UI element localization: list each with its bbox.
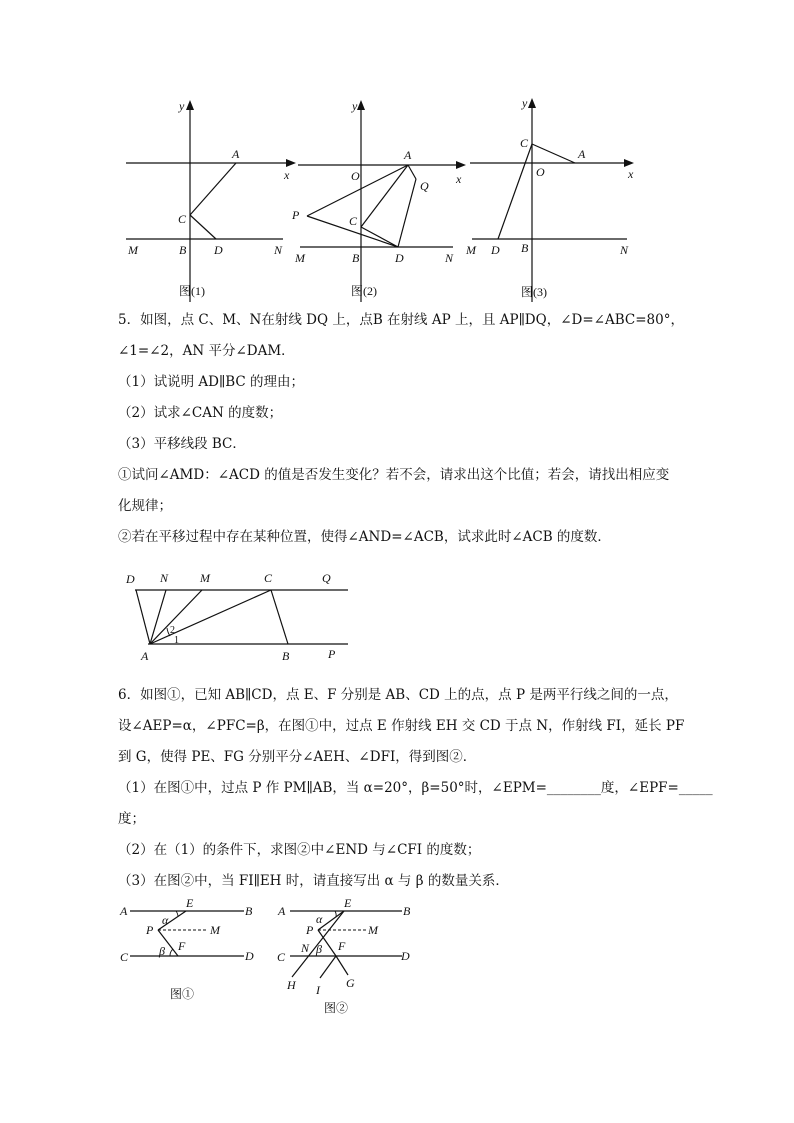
- label: β: [316, 942, 322, 956]
- label: C: [349, 214, 358, 228]
- q4-figure-2: [288, 92, 468, 307]
- q4-figure-3: [462, 92, 642, 307]
- q6-stem-line-2: 设∠AEP=α，∠PFC=β，在图①中，过点 E 作射线 EH 交 CD 于点 N，作射线 FI，延长 PF: [118, 718, 685, 734]
- label: F: [178, 939, 186, 953]
- q5-stem-line-1: 5．如图，点 C、M、N在射线 DQ 上，点B 在射线 AP 上，且 AP∥DQ，∠D=∠ABC=80°，: [118, 312, 684, 328]
- label: N: [160, 571, 169, 585]
- q6-stem-line-3: 到 G，使得 PE、FG 分别平分∠AEH、∠DFI，得到图②．: [118, 749, 477, 765]
- label: M: [210, 923, 220, 937]
- label: x: [456, 172, 462, 186]
- label: A: [404, 148, 412, 162]
- label: G: [346, 976, 355, 990]
- label: M: [466, 243, 476, 257]
- label: C: [264, 571, 273, 585]
- label: M: [368, 923, 378, 937]
- label: D: [401, 949, 410, 963]
- label: N: [274, 243, 283, 257]
- q5-sub-3a-line-1: ①试问∠AMD：∠ACD 的值是否发生变化？若不会，请求出这个比值；若会，请找出相应变: [118, 467, 670, 483]
- q6-figure-1: [116, 896, 266, 1006]
- q6-sub-1-line-2: 度；: [118, 811, 145, 827]
- label: P: [292, 208, 300, 222]
- label: N: [620, 243, 629, 257]
- label: y: [179, 99, 185, 113]
- label: A: [278, 904, 286, 918]
- label: E: [344, 896, 352, 910]
- figure-caption: 图(1): [179, 284, 205, 298]
- q5-sub-3: （3）平移线段 BC．: [118, 436, 246, 452]
- label: E: [186, 896, 194, 910]
- label: α: [316, 912, 323, 926]
- label: A: [232, 147, 240, 161]
- label: B: [403, 904, 411, 918]
- q6-sub-1-line-1: （1）在图①中，过点 P 作 PM∥AB，当 α=20°，β=50°时，∠EPM=________度，∠EPF=_____: [118, 780, 713, 796]
- label: A: [141, 649, 149, 663]
- label: O: [351, 169, 360, 183]
- label: B: [245, 904, 253, 918]
- label: D: [395, 251, 404, 265]
- label: Q: [420, 179, 429, 193]
- q5-sub-2: （2）试求∠CAN 的度数；: [118, 405, 283, 421]
- label: D: [245, 949, 254, 963]
- label: B: [282, 649, 290, 663]
- label: C: [520, 136, 529, 150]
- label: x: [628, 167, 634, 181]
- q5-sub-3a-line-2: 化规律；: [118, 498, 172, 514]
- q6-figure-2: [274, 896, 424, 1021]
- q5-sub-1: （1）试说明 AD∥BC 的理由；: [118, 374, 304, 390]
- label: A: [578, 147, 586, 161]
- q6-stem-line-1: 6．如图①，已知 AB∥CD，点 E、F 分别是 AB、CD 上的点，点 P 是两平行线之间的一点，: [118, 687, 678, 703]
- label: M: [295, 251, 305, 265]
- label: B: [521, 241, 529, 255]
- q5-figure: [118, 566, 358, 666]
- label: β: [159, 944, 165, 958]
- angle-label: 1: [174, 635, 179, 646]
- label: Q: [322, 571, 331, 585]
- label: F: [338, 939, 346, 953]
- q6-sub-3: （3）在图②中，当 FI∥EH 时，请直接写出 α 与 β 的数量关系．: [118, 873, 509, 889]
- label: A: [120, 904, 128, 918]
- label: H: [287, 978, 296, 992]
- label: C: [120, 950, 129, 964]
- label: I: [316, 983, 320, 997]
- label: x: [284, 168, 290, 182]
- label: O: [536, 165, 545, 179]
- label: B: [179, 243, 187, 257]
- label: y: [352, 99, 358, 113]
- label: M: [200, 571, 210, 585]
- label: N: [445, 251, 454, 265]
- q5-stem-line-2: ∠1=∠2，AN 平分∠DAM．: [118, 343, 295, 359]
- q6-sub-2: （2）在（1）的条件下，求图②中∠END 与∠CFI 的度数；: [118, 842, 481, 858]
- figure-caption: 图①: [170, 987, 195, 1001]
- label: N: [301, 941, 310, 955]
- label: P: [306, 923, 314, 937]
- label: C: [178, 212, 187, 226]
- label: D: [214, 243, 223, 257]
- label: M: [128, 243, 138, 257]
- label: α: [162, 913, 169, 927]
- figure-caption: 图②: [324, 1001, 349, 1015]
- angle-label: 2: [170, 625, 175, 636]
- q4-figure-1: [118, 92, 298, 307]
- label: P: [328, 647, 336, 661]
- q5-sub-3b: ②若在平移过程中存在某种位置，使得∠AND=∠ACB，试求此时∠ACB 的度数．: [118, 529, 611, 545]
- figure-caption: 图(3): [521, 285, 547, 299]
- figure-caption: 图(2): [351, 284, 377, 298]
- label: D: [126, 572, 135, 586]
- label: D: [491, 243, 500, 257]
- label: B: [352, 251, 360, 265]
- label: C: [277, 950, 286, 964]
- label: y: [522, 96, 528, 110]
- label: P: [146, 923, 154, 937]
